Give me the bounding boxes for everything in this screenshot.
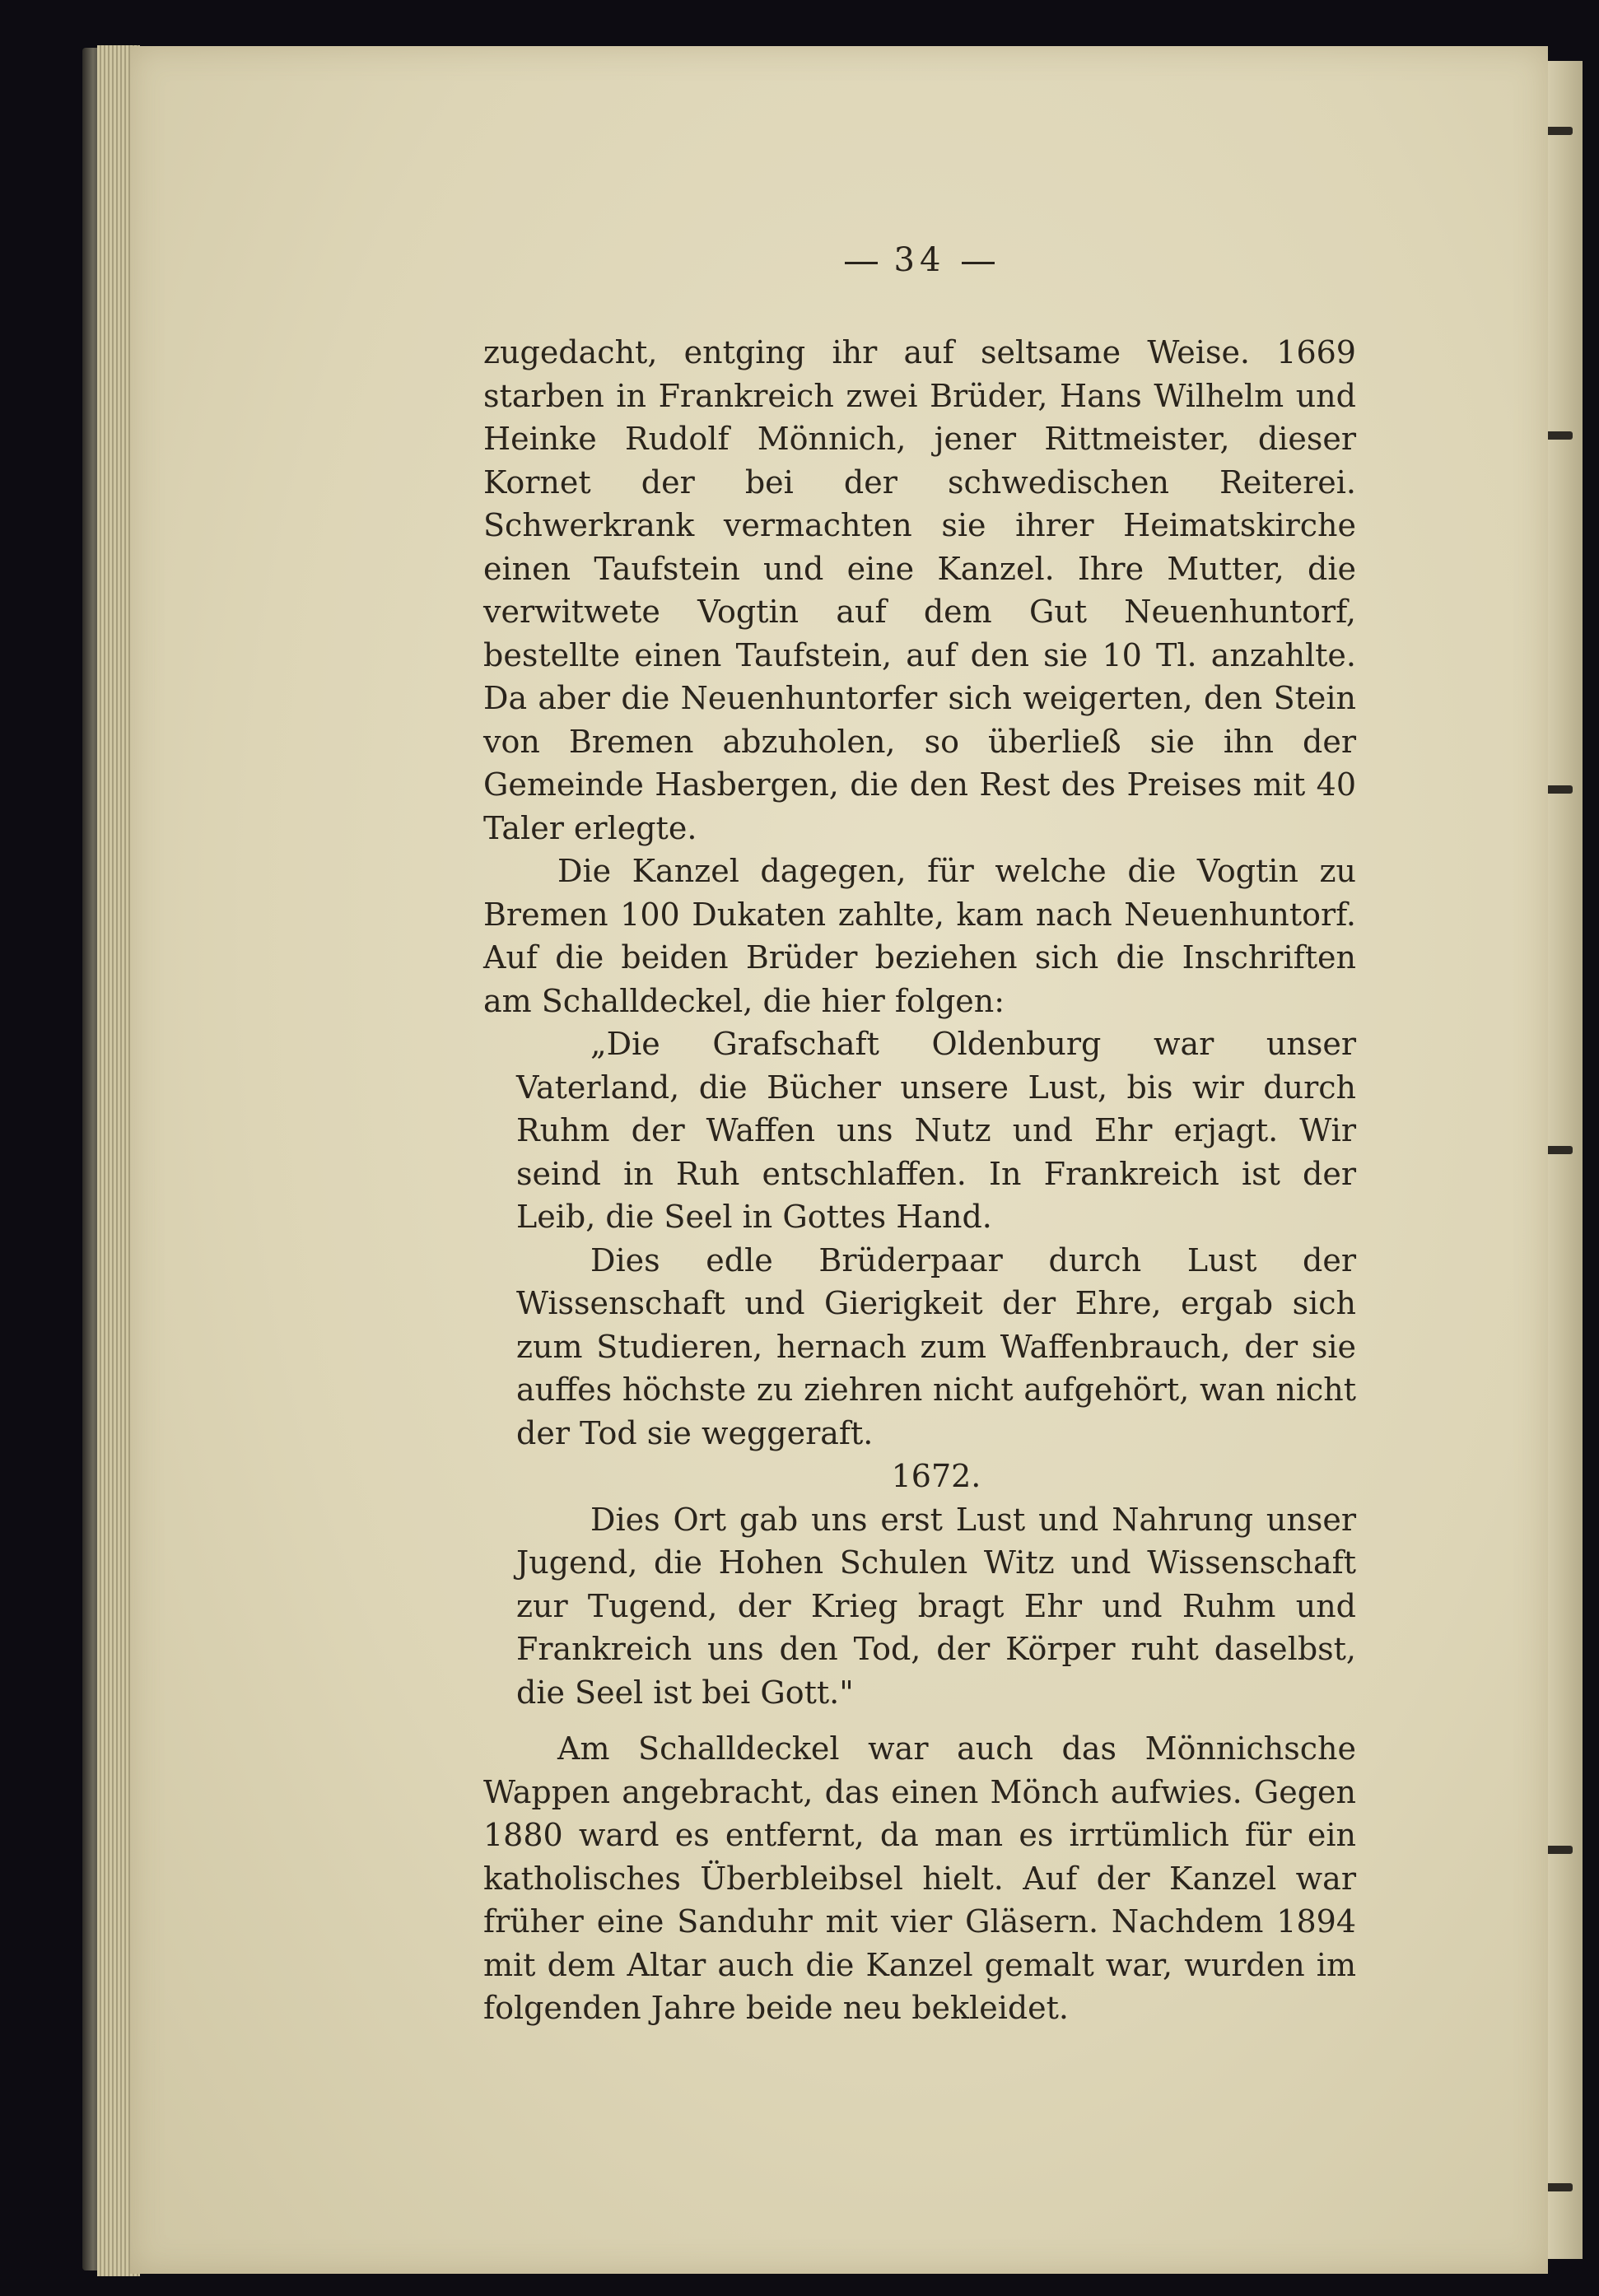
body-text — [483, 331, 1356, 2030]
inscription-quote — [516, 1022, 1356, 1714]
inscription-part-3: Dies Ort gab uns erst Lust und Nahrung unser Jugend, die Hohen Schulen Witz und Wissenschaft zur Tugend, der Krieg bragt Ehr und Ruhm und Frankreich uns den Tod, der Körper ruht daselbst, die Seel ist bei Gott." — [516, 1501, 1356, 1711]
paragraph-2: Die Kanzel dagegen, für welche die Vogtin zu Bremen 100 Dukaten zahlte, kam nach Neuenhuntorf. Auf die beiden Brüder beziehen sich die Inschriften am Schalldeckel, die hier folgen: — [483, 853, 1356, 1019]
inscription-year: 1672. — [891, 1458, 981, 1494]
paragraph-1: zugedacht, entging ihr auf seltsame Weise. 1669 starben in Frankreich zwei Brüder, Hans Wilhelm und Heinke Rudolf Mönnich, jener Rittmeister, dieser Kornet der bei der schwedischen Reiterei. Schwerkrank vermachten sie ihrer Heimatskirche einen Taufstein und eine Kanzel. Ihre Mutter, die verwitwete Vogtin auf dem Gut Neuenhuntorf, bestellte einen Taufstein, auf den sie 10 Tl. anzahlte. Da aber die Neuenhuntorfer sich weigerten, den Stein von Bremen abzuholen, so überließ sie ihn der Gemeinde Hasbergen, die den Rest des Preises mit 40 Taler erlegte. — [483, 334, 1356, 846]
dash-right — [962, 262, 995, 264]
page-number — [483, 239, 1356, 282]
inscription-part-1: „Die Grafschaft Oldenburg war unser Vaterland, die Bücher unsere Lust, bis wir durch Ruhm der Waffen uns Nutz und Ehr erjagt. Wir seind in Ruh entschlaffen. In Frankreich ist der Leib, die Seel in Gottes Hand. — [516, 1026, 1356, 1235]
page-number-value: 34 — [893, 241, 946, 279]
inscription-part-2: Dies edle Brüderpaar durch Lust der Wissenschaft und Gierigkeit der Ehre, ergab sich zum Studieren, hernach zum Waffenbrauch, der sie auffes höchste zu ziehren nicht aufgehört, wan nicht der Tod sie weggeraft. — [516, 1241, 1356, 1451]
closing-paragraph: Am Schalldeckel war auch das Mönnichsche Wappen angebracht, das einen Mönch aufwies. Gegen 1880 ward es entfernt, da man es irrtümlich für ein katholisches Überbleibsel hielt. Auf der Kanzel war früher eine Sanduhr mit vier Gläsern. Nachdem 1894 mit dem Altar auch die Kanzel gemalt war, wurden im folgenden Jahre beide neu bekleidet. — [483, 1730, 1356, 2026]
dash-left — [845, 262, 878, 264]
